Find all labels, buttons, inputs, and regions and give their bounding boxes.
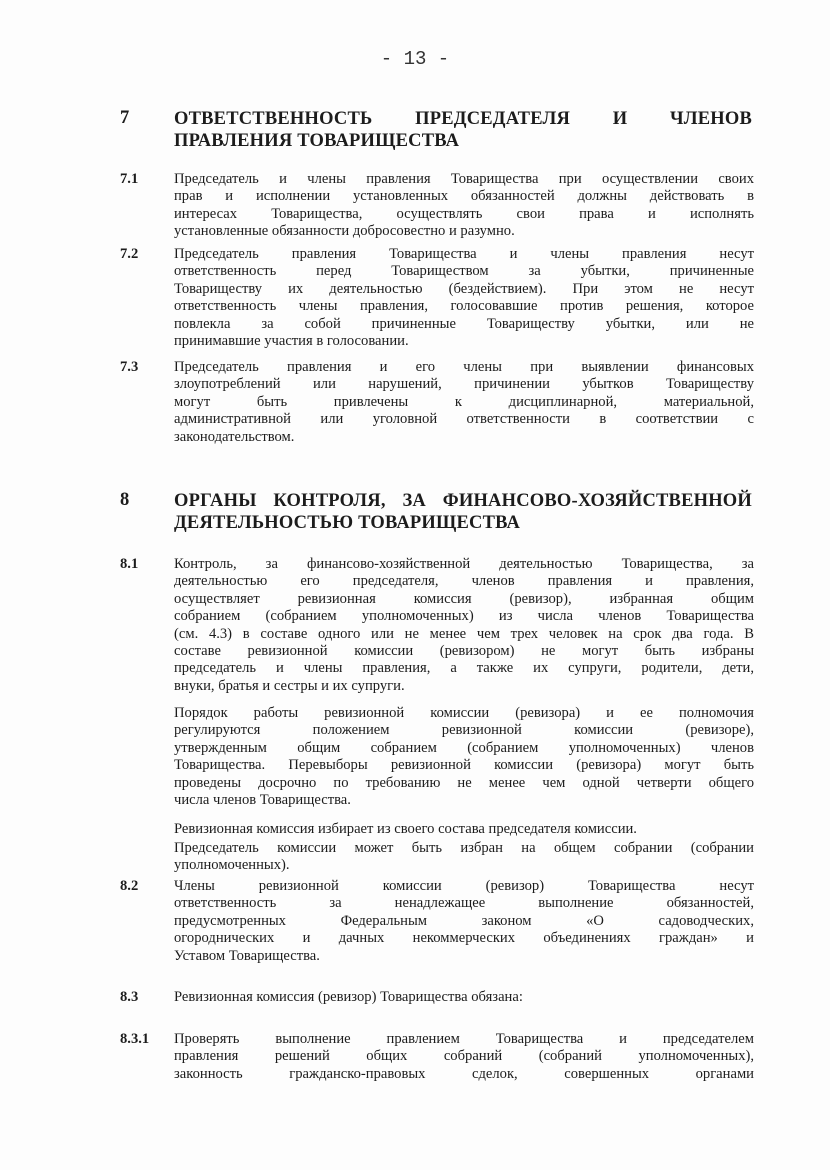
clause-7-1: [120, 171, 754, 241]
clause-number: 7.3: [120, 359, 139, 375]
clause-text: [174, 989, 754, 1006]
text-line: Председатель комиссии может быть избран на общем собрании (собрании: [174, 840, 754, 856]
clause-8-3-1: [120, 1031, 754, 1083]
text-line: законность гражданско-правовых сделок, совершенных органами: [174, 1065, 754, 1082]
text-line: председатель и члены правления, а также их супруги, родители, дети,: [174, 660, 754, 677]
text-line: ответственность за ненадлежащее выполнение обязанностей,: [174, 895, 754, 912]
text-line: Товарищества. Перевыборы ревизионной комиссии (ревизора) могут быть: [174, 757, 754, 774]
clause-8-1-paragraph-3: [174, 821, 754, 838]
clause-text: [174, 246, 754, 350]
text-line: составе ревизионной комиссии (ревизором) не могут быть избраны: [174, 643, 754, 660]
text-line: внуки, братья и сестры и их супруги.: [174, 677, 405, 694]
text-line: (см. 4.3) в составе одного или не менее чем трех человек на срок два года. В: [174, 625, 754, 642]
clause-text: [174, 556, 754, 695]
text-line: Председатель правления Товарищества и члены правления несут: [174, 246, 754, 262]
text-line: Ревизионная комиссия избирает из своего состава председателя комиссии.: [174, 821, 637, 837]
text-line: административной или уголовной ответственности в соответствии с: [174, 411, 754, 428]
clause-text: [174, 171, 754, 241]
clause-number: 7.1: [120, 171, 139, 187]
text-line: числа членов Товарищества.: [174, 792, 351, 809]
section-title: [174, 490, 752, 534]
text-line: законодательством.: [174, 428, 295, 445]
clause-7-2: [120, 246, 754, 350]
clause-number: 8.2: [120, 878, 139, 894]
clause-8-3: [120, 989, 754, 1006]
clause-number: 8.3: [120, 989, 139, 1005]
text-line: прав и исполнении установленных обязанностей должны действовать в: [174, 188, 754, 205]
text-line: Уставом Товарищества.: [174, 947, 320, 964]
clause-8-1: [120, 556, 754, 695]
text-line: огороднических и дачных некоммерческих объединениях граждан» и: [174, 930, 754, 947]
clause-8-1-paragraph-4: [174, 840, 754, 875]
section-title: [174, 108, 752, 152]
text-line: Порядок работы ревизионной комиссии (ревизора) и ее полномочия: [174, 705, 754, 721]
clause-8-1-paragraph-2: [174, 705, 754, 809]
text-line: проведены досрочно по требованию не менее чем одной четверти общего: [174, 774, 754, 791]
text-line: утвержденным общим собранием (собранием уполномоченных) членов: [174, 739, 754, 756]
clause-number: 8.1: [120, 556, 139, 572]
text-line: ответственность перед Товариществом за убытки, причиненные: [174, 263, 754, 280]
clause-7-3: [120, 359, 754, 446]
text-line: деятельностью его председателя, членов правления и правления,: [174, 573, 754, 590]
text-line: осуществляет ревизионная комиссия (ревизор), избранная общим: [174, 590, 754, 607]
section-number: 8: [120, 490, 130, 510]
text-line: Ревизионная комиссия (ревизор) Товарищества обязана:: [174, 989, 523, 1005]
clause-8-2: [120, 878, 754, 965]
title-line: ОРГАНЫ КОНТРОЛЯ, ЗА ФИНАНСОВО-ХОЗЯЙСТВЕННОЙ: [174, 491, 752, 511]
text-line: правления решений общих собраний (собраний уполномоченных),: [174, 1048, 754, 1065]
text-line: Товариществу их деятельностью (бездействием). При этом не несут: [174, 280, 754, 297]
text-line: Контроль, за финансово-хозяйственной деятельностью Товарищества, за: [174, 556, 754, 572]
text-line: злоупотреблений или нарушений, причинении убытков Товариществу: [174, 376, 754, 393]
text-line: могут быть привлечены к дисциплинарной, материальной,: [174, 393, 754, 410]
title-line: ОТВЕТСТВЕННОСТЬ ПРЕДСЕДАТЕЛЯ И ЧЛЕНОВ: [174, 109, 752, 129]
text-line: ответственность члены правления, голосовавшие против решения, которое: [174, 298, 754, 315]
title-line: ДЕЯТЕЛЬНОСТЬЮ ТОВАРИЩЕСТВА: [174, 513, 521, 533]
text-line: Проверять выполнение правлением Товарищества и председателем: [174, 1031, 754, 1047]
text-line: Члены ревизионной комиссии (ревизор) Товарищества несут: [174, 878, 754, 894]
clause-text: [174, 359, 754, 446]
text-line: установленные обязанности добросовестно и разумно.: [174, 223, 515, 240]
clause-number: 7.2: [120, 246, 139, 262]
section-number: 7: [120, 108, 130, 128]
clause-number: 8.3.1: [120, 1031, 150, 1047]
text-line: регулируются положением ревизионной комиссии (ревизоре),: [174, 722, 754, 739]
text-line: принимавшие участия в голосовании.: [174, 333, 409, 350]
text-line: интересах Товарищества, осуществлять свои права и исполнять: [174, 205, 754, 222]
clause-text: [174, 1031, 754, 1083]
text-line: уполномоченных).: [174, 857, 290, 874]
text-line: Председатель правления и его члены при выявлении финансовых: [174, 359, 754, 375]
page-number: - 13 -: [380, 48, 450, 70]
text-line: собранием (собранием уполномоченных) из числа членов Товарищества: [174, 608, 754, 625]
text-line: предусмотренных Федеральным законом «О садоводческих,: [174, 912, 754, 929]
text-line: повлекла за собой причиненные Товариществу убытки, или не: [174, 315, 754, 332]
clause-text: [174, 878, 754, 965]
text-line: Председатель и члены правления Товарищества при осуществлении своих: [174, 171, 754, 187]
title-line: ПРАВЛЕНИЯ ТОВАРИЩЕСТВА: [174, 131, 460, 151]
